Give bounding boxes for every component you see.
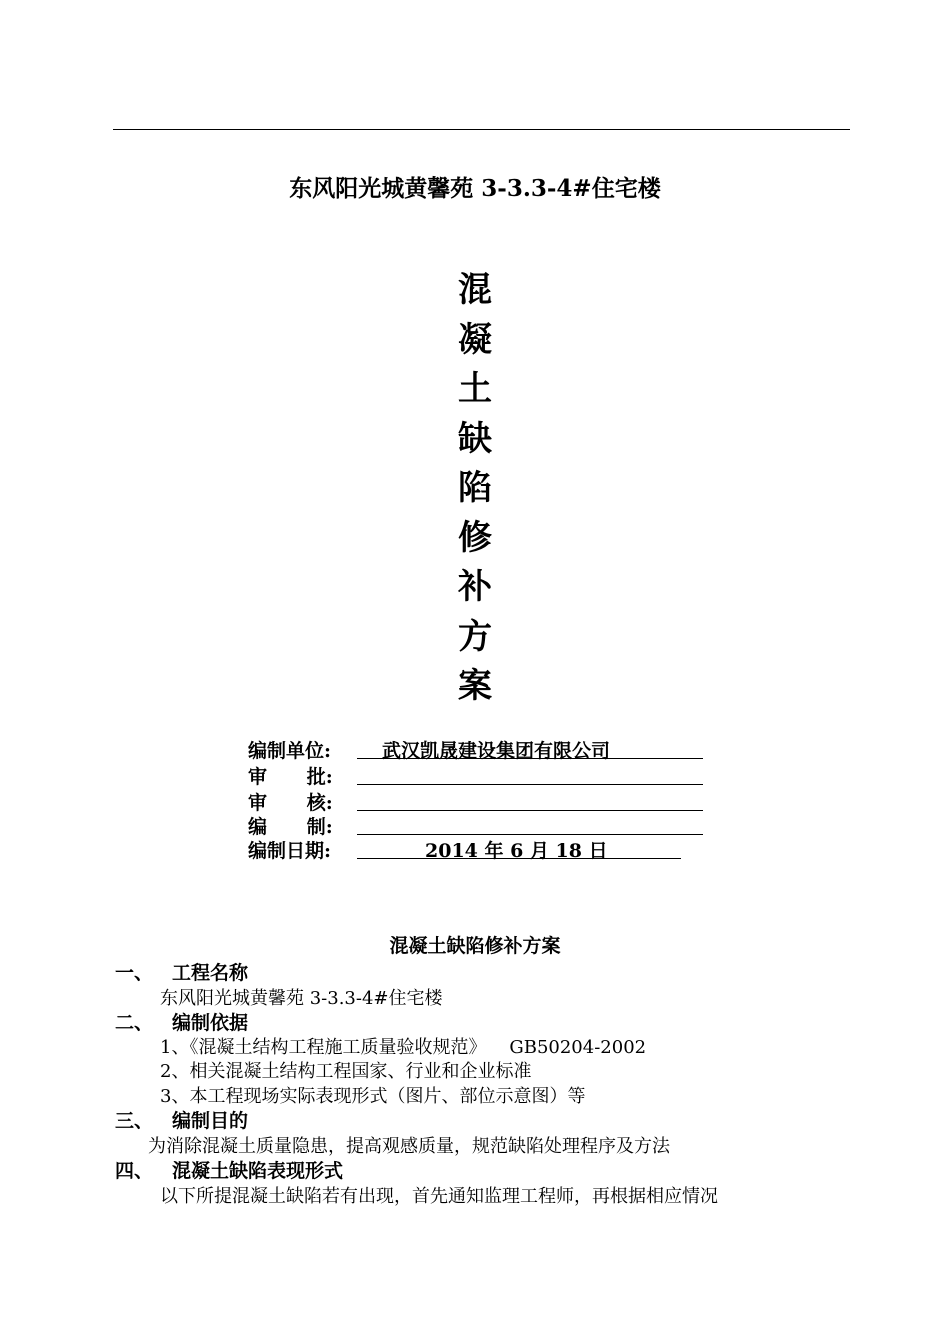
- section-number: 二、: [115, 1012, 154, 1034]
- paragraph-line: 2、相关混凝土结构工程国家、行业和企业标准: [160, 1061, 532, 1082]
- project-name: 东风阳光城黄馨苑 3-3.3-4#住宅楼: [289, 175, 661, 202]
- document-title: 混凝土缺陷修补方案: [389, 935, 561, 957]
- sign-value: 武汉凯晟建设集团有限公司: [382, 740, 611, 762]
- title-char: 混: [458, 270, 492, 310]
- title-char: 案: [458, 666, 492, 706]
- title-char: 方: [458, 616, 492, 657]
- sign-line: [357, 812, 703, 835]
- sign-label: 审 核:: [248, 792, 333, 814]
- sign-line: [357, 788, 703, 811]
- sign-line: [357, 836, 681, 862]
- section-number: 一、: [115, 962, 154, 984]
- paragraph-line: 3、本工程现场实际表现形式（图片、部位示意图）等: [160, 1086, 586, 1107]
- section-heading: [115, 1156, 344, 1222]
- title-char: 凝: [458, 319, 492, 360]
- title-char: 缺: [458, 418, 492, 459]
- sign-label: 审 批:: [248, 766, 333, 788]
- section-number: 四、: [115, 1160, 154, 1182]
- sign-label: 编 制:: [248, 816, 333, 838]
- title-char: 补: [458, 567, 492, 607]
- sign-label: 编制单位:: [248, 740, 332, 762]
- paragraph-line: 为消除混凝土质量隐患，提高观感质量，规范缺陷处理程序及方法: [148, 1136, 670, 1157]
- section-number: 三、: [115, 1110, 154, 1132]
- paragraph-line: 东风阳光城黄馨苑 3-3.3-4#住宅楼: [160, 988, 443, 1009]
- section-title: 编制依据: [172, 1012, 249, 1034]
- section-title: 混凝土缺陷表现形式: [172, 1160, 344, 1182]
- title-char: 修: [458, 517, 492, 558]
- cover-vertical-title: [445, 266, 505, 712]
- title-char: 土: [458, 369, 492, 409]
- paragraph-line: 以下所提混凝土缺陷若有出现，首先通知监理工程师，再根据相应情况: [160, 1186, 718, 1207]
- section-title: 编制目的: [172, 1110, 249, 1132]
- sign-label: 编制日期:: [248, 840, 332, 862]
- sign-line: [357, 762, 703, 785]
- header-rule: [113, 129, 850, 130]
- section-title: 工程名称: [172, 962, 249, 984]
- title-char: 陷: [458, 468, 492, 508]
- section-heading: [115, 1008, 249, 1074]
- paragraph-line: 1、《混凝土结构工程施工质量验收规范》 GB50204-2002: [160, 1037, 647, 1058]
- sign-value: 2014 年 6 月 18 日: [425, 840, 608, 862]
- sign-line: [357, 736, 703, 762]
